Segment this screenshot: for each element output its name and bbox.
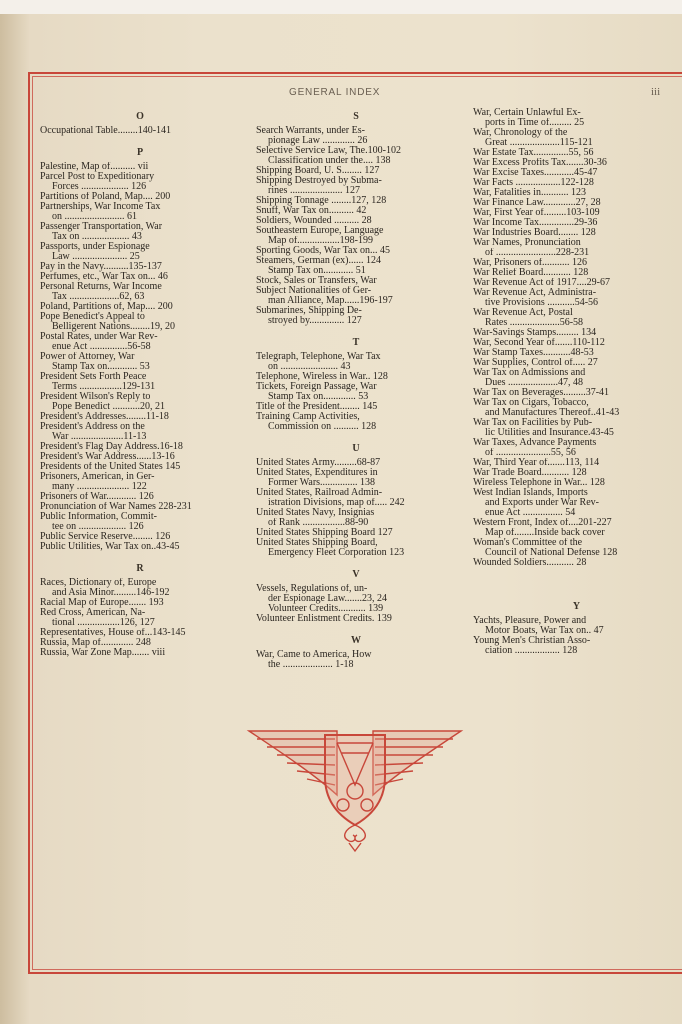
index-entry-line: Woman's Committee of the: [473, 538, 583, 548]
index-entry-line: War Supplies, Control of..... 27: [473, 358, 598, 368]
index-entry-line: Search Warrants, under Es-: [256, 126, 365, 136]
index-entry: [473, 418, 680, 438]
index-entry-line: Passenger Transportation, War: [40, 222, 163, 232]
index-entry: [40, 172, 240, 192]
index-entry: [40, 532, 240, 542]
index-entry-line: Pronunciation of War Names 228-231: [40, 502, 192, 512]
index-entry-line: War, Prisoners of........... 126: [473, 258, 588, 268]
index-entry: [473, 338, 680, 348]
index-entry: [473, 468, 680, 478]
index-entry-continuation: istration Divisions, map of..... 242: [268, 498, 405, 508]
index-entry-line: Partnerships, War Income Tax: [40, 202, 161, 212]
index-entry-continuation: the .................... 1-18: [268, 660, 354, 670]
index-entry: [40, 392, 240, 412]
index-entry-continuation: many ..................... 122: [52, 482, 147, 492]
index-entry: [473, 538, 680, 558]
index-entry-line: West Indian Islands, Imports: [473, 488, 588, 498]
index-entry: [256, 276, 456, 286]
index-entry-line: Map of........Inside back cover: [485, 528, 605, 538]
spacer: [256, 670, 456, 678]
index-entry-line: Volunteer Enlistment Credits. 139: [256, 614, 392, 624]
index-entry-line: Young Men's Christian Asso-: [473, 636, 591, 646]
index-entry-line: Sporting Goods, War Tax on... 45: [256, 246, 390, 256]
index-entry-line: President Sets Forth Peace: [40, 372, 147, 382]
page-title: GENERAL INDEX: [289, 87, 381, 98]
index-entry-line: Public Information, Commit-: [40, 512, 157, 522]
index-entry-continuation: Terms .................129-131: [52, 382, 156, 392]
index-entry: [256, 488, 456, 508]
section-letter: W: [351, 635, 361, 646]
index-entry-line: Southeastern Europe, Language: [256, 226, 384, 236]
index-entry-line: United States Shipping Board,: [256, 538, 378, 548]
index-entry-line: Representatives, House of...143-145: [40, 628, 186, 638]
index-entry-line: Subject Nationalities of Ger-: [256, 286, 372, 296]
index-entry: [256, 176, 456, 196]
index-entry-line: Stock, Sales or Transfers, War: [256, 276, 377, 286]
index-entry-continuation: enue Act ...............56-58: [52, 342, 151, 352]
index-entry-continuation: Rates ....................56-58: [485, 318, 584, 328]
index-entry-line: Pope Benedict's Appeal to: [40, 312, 145, 322]
index-entry-continuation: tional .................126, 127: [52, 618, 155, 628]
index-entry: [256, 256, 456, 266]
index-entry: [256, 604, 456, 614]
index-entry: [256, 402, 456, 412]
index-entry-line: Vessels, Regulations of, un-: [256, 584, 368, 594]
index-entry: [473, 358, 680, 368]
index-entry-line: War Estate Tax..............55, 56: [473, 148, 594, 158]
index-entry: [256, 614, 456, 624]
index-entry: [40, 282, 240, 302]
index-entry-continuation: lic Utilities and Insurance.43-45: [485, 428, 614, 438]
index-entry: [473, 458, 680, 468]
index-entry-continuation: Tax ....................62, 63: [52, 292, 145, 302]
index-entry: [256, 246, 456, 256]
index-entry-continuation: on ....................... 43: [268, 362, 351, 372]
index-entry-line: Western Front, Index of....201-227: [473, 518, 612, 528]
index-entry: [473, 348, 680, 358]
index-entry: [473, 238, 680, 258]
index-entry-line: President's Addresses........11-18: [40, 412, 169, 422]
index-entry: [40, 202, 240, 222]
index-entry: [473, 478, 680, 488]
index-entry-line: Volunteer Credits........... 139: [268, 604, 384, 614]
section-letter: S: [353, 111, 359, 122]
index-entry-line: Title of the President........ 145: [256, 402, 378, 412]
index-entry-continuation: and Exports under War Rev-: [485, 498, 599, 508]
index-entry: [256, 166, 456, 176]
index-entry-line: Power of Attorney, War: [40, 352, 135, 362]
index-entry: [40, 608, 240, 628]
index-entry-continuation: der Espionage Law.......23, 24: [268, 594, 388, 604]
spacer: [40, 136, 240, 144]
index-entry-continuation: Map of.................198-199: [268, 236, 373, 246]
index-entry-line: Parcel Post to Expeditionary: [40, 172, 155, 182]
index-entry-line: War-Savings Stamps......... 134: [473, 328, 597, 338]
index-entry-line: Shipping Board, U. S........ 127: [256, 166, 380, 176]
index-entry-line: Yachts, Pleasure, Power and: [473, 616, 587, 626]
index-entry: [473, 218, 680, 228]
index-entry-line: Wireless Telephone in War... 128: [473, 478, 605, 488]
index-entry-line: War Tax on Cigars, Tobacco,: [473, 398, 589, 408]
index-entry: [40, 302, 240, 312]
index-entry: [473, 616, 680, 636]
index-entry: [473, 488, 680, 518]
index-entry: [40, 126, 240, 136]
index-entry: [473, 178, 680, 188]
index-entry-continuation: on ........................ 61: [52, 212, 137, 222]
index-entry: [256, 458, 456, 468]
index-entry: [256, 226, 456, 246]
index-entry-line: President's Address on the: [40, 422, 145, 432]
index-entry: [473, 528, 680, 538]
index-entry-line: Occupational Table........140-141: [40, 126, 172, 136]
index-entry: [256, 286, 456, 306]
index-entry-line: Wounded Soldiers........... 28: [473, 558, 587, 568]
index-entry: [256, 412, 456, 432]
index-entry-continuation: Belligerent Nations........19, 20: [52, 322, 176, 332]
index-entry-line: War, Came to America, How: [256, 650, 372, 660]
index-entry-continuation: Council of National Defense 128: [485, 548, 618, 558]
index-entry: [256, 528, 456, 538]
index-entry: [473, 518, 680, 528]
index-entry-continuation: Stamp Tax on............. 53: [268, 392, 369, 402]
index-entry-line: Perfumes, etc., War Tax on... 46: [40, 272, 168, 282]
index-column-1: [40, 108, 240, 666]
index-entry-line: Public Utilities, War Tax on..43-45: [40, 542, 180, 552]
index-entry-continuation: and Asia Minor.........146-192: [52, 588, 170, 598]
index-entry-line: Snuff, War Tax on.......... 42: [256, 206, 367, 216]
index-entry: [256, 126, 456, 146]
index-entry-line: War, Fatalities in........... 123: [473, 188, 586, 198]
index-entry-continuation: Great ....................115-121: [485, 138, 593, 148]
index-entry-continuation: War .....................11-13: [52, 432, 147, 442]
index-entry-line: War Tax on Beverages.........37-41: [473, 388, 610, 398]
index-entry: [40, 312, 240, 332]
index-entry: [473, 278, 680, 288]
index-entry: [473, 108, 680, 128]
index-entry: [40, 262, 240, 272]
index-entry-line: War Excise Taxes............45-47: [473, 168, 598, 178]
index-entry-line: Training Camp Activities,: [256, 412, 360, 422]
index-entry-continuation: of ......................55, 56: [485, 448, 576, 458]
index-entry-line: War, Third Year of.......113, 114: [473, 458, 600, 468]
index-entry-continuation: ports in Time of......... 25: [485, 118, 585, 128]
index-entry-line: Postal Rates, under War Rev-: [40, 332, 158, 342]
index-entry-continuation: of Rank .................88-90: [268, 518, 369, 528]
index-entry: [40, 352, 240, 372]
index-entry-line: President Wilson's Reply to: [40, 392, 151, 402]
index-entry: [40, 162, 240, 172]
index-entry-continuation: Former Wars............... 138: [268, 478, 376, 488]
index-entry: [40, 542, 240, 552]
index-entry: [473, 398, 680, 418]
index-column-3: [473, 108, 680, 664]
spacer: [40, 552, 240, 560]
index-entry: [256, 306, 456, 326]
index-entry-line: Races, Dictionary of, Europe: [40, 578, 157, 588]
index-entry: [40, 628, 240, 638]
index-entry-line: Submarines, Shipping De-: [256, 306, 362, 316]
index-entry-line: War Industries Board........ 128: [473, 228, 596, 238]
index-entry-continuation: Stamp Tax on............ 53: [52, 362, 150, 372]
index-entry: [256, 196, 456, 206]
index-entry-line: Presidents of the United States 145: [40, 462, 181, 472]
index-entry: [473, 368, 680, 388]
index-entry-line: War, Second Year of.......110-112: [473, 338, 605, 348]
index-entry-line: War Tax on Facilities by Pub-: [473, 418, 593, 428]
index-entry: [473, 308, 680, 328]
index-entry: [40, 598, 240, 608]
index-entry-line: Racial Map of Europe....... 193: [40, 598, 164, 608]
index-entry-line: Soldiers, Wounded .......... 28: [256, 216, 372, 226]
index-entry: [473, 268, 680, 278]
index-entry: [256, 206, 456, 216]
spacer: [256, 432, 456, 440]
index-entry-line: United States Army.........68-87: [256, 458, 381, 468]
index-entry: [40, 222, 240, 242]
index-entry-line: Public Service Reserve........ 126: [40, 532, 171, 542]
index-entry: [473, 158, 680, 168]
index-entry-line: War Finance Law.............27, 28: [473, 198, 601, 208]
index-entry: [256, 650, 456, 670]
index-entry-line: War Income Tax..............29-36: [473, 218, 598, 228]
index-entry: [256, 156, 456, 166]
index-entry: [40, 332, 240, 352]
index-entry: [473, 288, 680, 308]
index-entry: [40, 472, 240, 492]
index-entry-continuation: ciation .................. 128: [485, 646, 578, 656]
index-entry: [40, 372, 240, 392]
section-letter: Y: [572, 601, 581, 612]
index-entry-line: War, Certain Unlawful Ex-: [473, 108, 581, 118]
index-entry: [473, 168, 680, 178]
spacer: [256, 624, 456, 632]
index-entry: [40, 242, 240, 262]
index-entry-line: Partitions of Poland, Map.... 200: [40, 192, 171, 202]
index-entry: [473, 148, 680, 158]
index-entry-line: War, Chronology of the: [473, 128, 568, 138]
spacer: [473, 568, 680, 598]
index-entry-continuation: man Alliance, Map......196-197: [268, 296, 393, 306]
index-entry: [40, 272, 240, 282]
index-entry-line: Passports, under Espionage: [40, 242, 150, 252]
index-entry-line: War Taxes, Advance Payments: [473, 438, 597, 448]
index-entry-line: President's Flag Day Address.16-18: [40, 442, 183, 452]
index-entry-line: United States, Expenditures in: [256, 468, 378, 478]
index-entry-line: United States, Railroad Admin-: [256, 488, 383, 498]
index-entry-line: Tickets, Foreign Passage, War: [256, 382, 377, 392]
index-entry-line: Prisoners of War............ 126: [40, 492, 154, 502]
index-entry-line: Russia, War Zone Map....... viii: [40, 648, 166, 658]
index-entry: [256, 352, 456, 372]
index-entry: [256, 382, 456, 402]
section-letter: T: [352, 337, 360, 348]
index-entry-line: War Facts ..................122-128: [473, 178, 594, 188]
index-entry: [40, 578, 240, 598]
index-entry: [40, 638, 240, 648]
index-entry-continuation: of ........................228-231: [485, 248, 590, 258]
winged-shield-emblem-icon: [245, 725, 465, 855]
index-entry-continuation: Motor Boats, War Tax on.. 47: [485, 626, 604, 636]
index-entry-line: Selective Service Law, The.100-102: [256, 146, 401, 156]
index-entry: [473, 558, 680, 568]
index-entry: [473, 228, 680, 238]
index-entry: [256, 584, 456, 604]
index-entry-continuation: Commission on .......... 128: [268, 422, 377, 432]
index-entry-line: Poland, Partitions of, Map.... 200: [40, 302, 173, 312]
index-entry: [473, 198, 680, 208]
index-entry-continuation: stroyed by.............. 127: [268, 316, 362, 326]
index-entry-line: War, First Year of.........103-109: [473, 208, 600, 218]
index-entry: [473, 438, 680, 458]
index-entry-line: Shipping Tonnage ........127, 128: [256, 196, 387, 206]
index-entry-continuation: Law ...................... 25: [52, 252, 140, 262]
index-entry-continuation: and Manufactures Thereof..41-43: [485, 408, 620, 418]
index-entry: [40, 452, 240, 462]
index-entry-line: War Revenue Act, Administra-: [473, 288, 597, 298]
index-entry-line: Telegraph, Telephone, War Tax: [256, 352, 381, 362]
index-entry-continuation: enue Act ................ 54: [485, 508, 576, 518]
section-letter: R: [136, 563, 144, 574]
index-entry: [40, 462, 240, 472]
index-entry: [40, 422, 240, 442]
index-entry: [40, 442, 240, 452]
section-letter: V: [352, 569, 360, 580]
index-entry-line: Telephone, Wireless in War.. 128: [256, 372, 388, 382]
index-entry: [40, 412, 240, 422]
index-entry-line: Palestine, Map of.......... vii: [40, 162, 149, 172]
page-number: iii: [651, 86, 661, 98]
index-entry: [473, 388, 680, 398]
index-entry-line: Shipping Destroyed by Subma-: [256, 176, 382, 186]
index-entry-line: War Names, Pronunciation: [473, 238, 581, 248]
index-entry: [256, 372, 456, 382]
index-entry: [40, 192, 240, 202]
index-entry: [473, 258, 680, 268]
index-entry-line: War Stamp Taxes...........48-53: [473, 348, 594, 358]
index-entry-continuation: pionage Law ............. 26: [268, 136, 368, 146]
index-entry-line: War Revenue Act, Postal: [473, 308, 573, 318]
index-entry: [40, 512, 240, 532]
index-entry-continuation: tive Provisions ...........54-56: [485, 298, 599, 308]
index-entry-continuation: Forces ................... 126: [52, 182, 147, 192]
index-entry-continuation: Dues ....................47, 48: [485, 378, 584, 388]
spacer: [473, 656, 680, 664]
index-entry: [256, 508, 456, 528]
index-entry-continuation: Pope Benedict ...........20, 21: [52, 402, 166, 412]
index-entry-continuation: Tax on ................... 43: [52, 232, 142, 242]
index-entry-line: Steamers, German (ex)...... 124: [256, 256, 381, 266]
index-entry-line: Stamp Tax on............ 51: [268, 266, 366, 276]
index-entry-line: War Trade Board........... 128: [473, 468, 587, 478]
index-entry-line: War Tax on Admissions and: [473, 368, 586, 378]
index-entry-line: Personal Returns, War Income: [40, 282, 162, 292]
index-entry: [473, 636, 680, 656]
index-entry: [256, 266, 456, 276]
index-entry-line: United States Navy, Insignias: [256, 508, 375, 518]
spacer: [256, 326, 456, 334]
index-entry: [40, 492, 240, 502]
index-entry: [473, 128, 680, 148]
top-background: [0, 0, 682, 14]
index-entry-continuation: tee on ................... 126: [52, 522, 144, 532]
index-entry-line: War Excess Profits Tax.......30-36: [473, 158, 607, 168]
index-entry: [40, 648, 240, 658]
index-entry-line: President's War Address......13-16: [40, 452, 175, 462]
index-entry-line: Prisoners, American, in Ger-: [40, 472, 155, 482]
spacer: [256, 558, 456, 566]
index-entry: [473, 328, 680, 338]
section-letter: P: [136, 147, 144, 158]
index-entry-line: Pay in the Navy..........135-137: [40, 262, 162, 272]
index-entry-line: War Revenue Act of 1917....29-67: [473, 278, 610, 288]
index-entry-continuation: Emergency Fleet Corporation 123: [268, 548, 405, 558]
index-entry-line: Russia, Map of............. 248: [40, 638, 151, 648]
index-entry: [256, 216, 456, 226]
index-entry-line: Classification under the.... 138: [268, 156, 391, 166]
index-entry: [256, 538, 456, 558]
index-entry: [473, 188, 680, 198]
index-entry: [40, 502, 240, 512]
section-letter: U: [352, 443, 360, 454]
index-entry-line: Red Cross, American, Na-: [40, 608, 146, 618]
index-entry: [256, 146, 456, 156]
section-letter: O: [136, 111, 144, 122]
index-column-2: [256, 108, 456, 678]
index-entry: [256, 468, 456, 488]
index-entry-line: War Relief Board........... 128: [473, 268, 589, 278]
spacer: [40, 658, 240, 666]
index-entry: [473, 208, 680, 218]
index-entry-continuation: rines ..................... 127: [268, 186, 360, 196]
index-entry-line: United States Shipping Board 127: [256, 528, 393, 538]
